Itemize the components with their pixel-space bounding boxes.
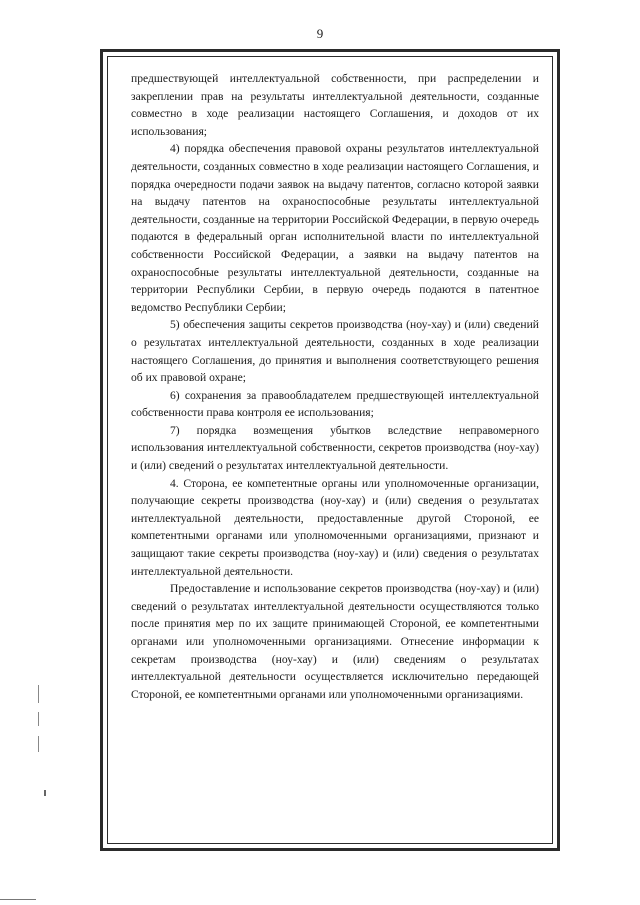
scan-edge-line: [0, 899, 36, 900]
paragraph-item-7: 7) порядка возмещения убытков вследствие неправомерного использования интеллектуальной собственности, секретов производства (ноу-хау) и (или) сведений о результатах интеллектуальной деятельности.: [131, 423, 539, 473]
paragraph-item-5: 5) обеспечения защиты секретов производства (ноу-хау) и (или) сведений о результатах интеллектуальной деятельности, созданных в ходе реализации настоящего Соглашения, до принятия и выполнения соответствующего решения об их правовой охране;: [131, 318, 539, 385]
document-body: [131, 70, 539, 703]
paragraph-continuation: предшествующей интеллектуальной собственности, при распределении и закреплении прав на результаты интеллектуальной деятельности, созданные совместно в ходе реализации настоящего Соглашения, и доходов от их использования;: [131, 72, 539, 138]
margin-mark: [44, 790, 46, 796]
margin-mark: [38, 712, 39, 726]
paragraph-item-6: 6) сохранения за правообладателем предшествующей интеллектуальной собственности права контроля ее использования;: [131, 388, 539, 420]
paragraph-clause-4: 4. Сторона, ее компетентные органы или уполномоченные организации, получающие секреты производства (ноу-хау) и (или) сведения о результатах интеллектуальной деятельности, предоставленные другой Стороной, ее компетентными органами или уполномоченными организациями, признают и защищают такие секреты производства (ноу-хау) и (или) сведения о результатах интеллектуальной деятельности.: [131, 476, 539, 578]
margin-mark: [38, 685, 39, 703]
page-number: 9: [316, 26, 324, 41]
margin-mark: [38, 736, 39, 752]
paragraph-item-4: 4) порядка обеспечения правовой охраны результатов интеллектуальной деятельности, созданных совместно в ходе реализации настоящего Соглашения, и порядка очередности подачи заявок на выдачу патентов, согласно которой заявки на выдачу патентов на охраноспособные результаты интеллектуальной деятельности, созданные на территории Российской Федерации, в первую очередь подаются в федеральный орган исполнительной власти по интеллектуальной собственности Российской Федерации, а заявки на выдачу патентов на охраноспособные результаты интеллектуальной деятельности, созданные на территории Республики Сербии, в первую очередь подаются в патентное ведомство Республики Сербии;: [131, 142, 539, 314]
paragraph-provision: Предоставление и использование секретов производства (ноу-хау) и (или) сведений о результатах интеллектуальной деятельности осуществляются только после принятия мер по их защите принимающей Стороной, ее компетентными органами или уполномоченными организациями. Отнесение информации к секретам производства (ноу-хау) и (или) сведениям о результатах интеллектуальной деятельности осуществляется исключительно передающей Стороной, ее компетентными органами или уполномоченными организациями.: [131, 582, 539, 701]
